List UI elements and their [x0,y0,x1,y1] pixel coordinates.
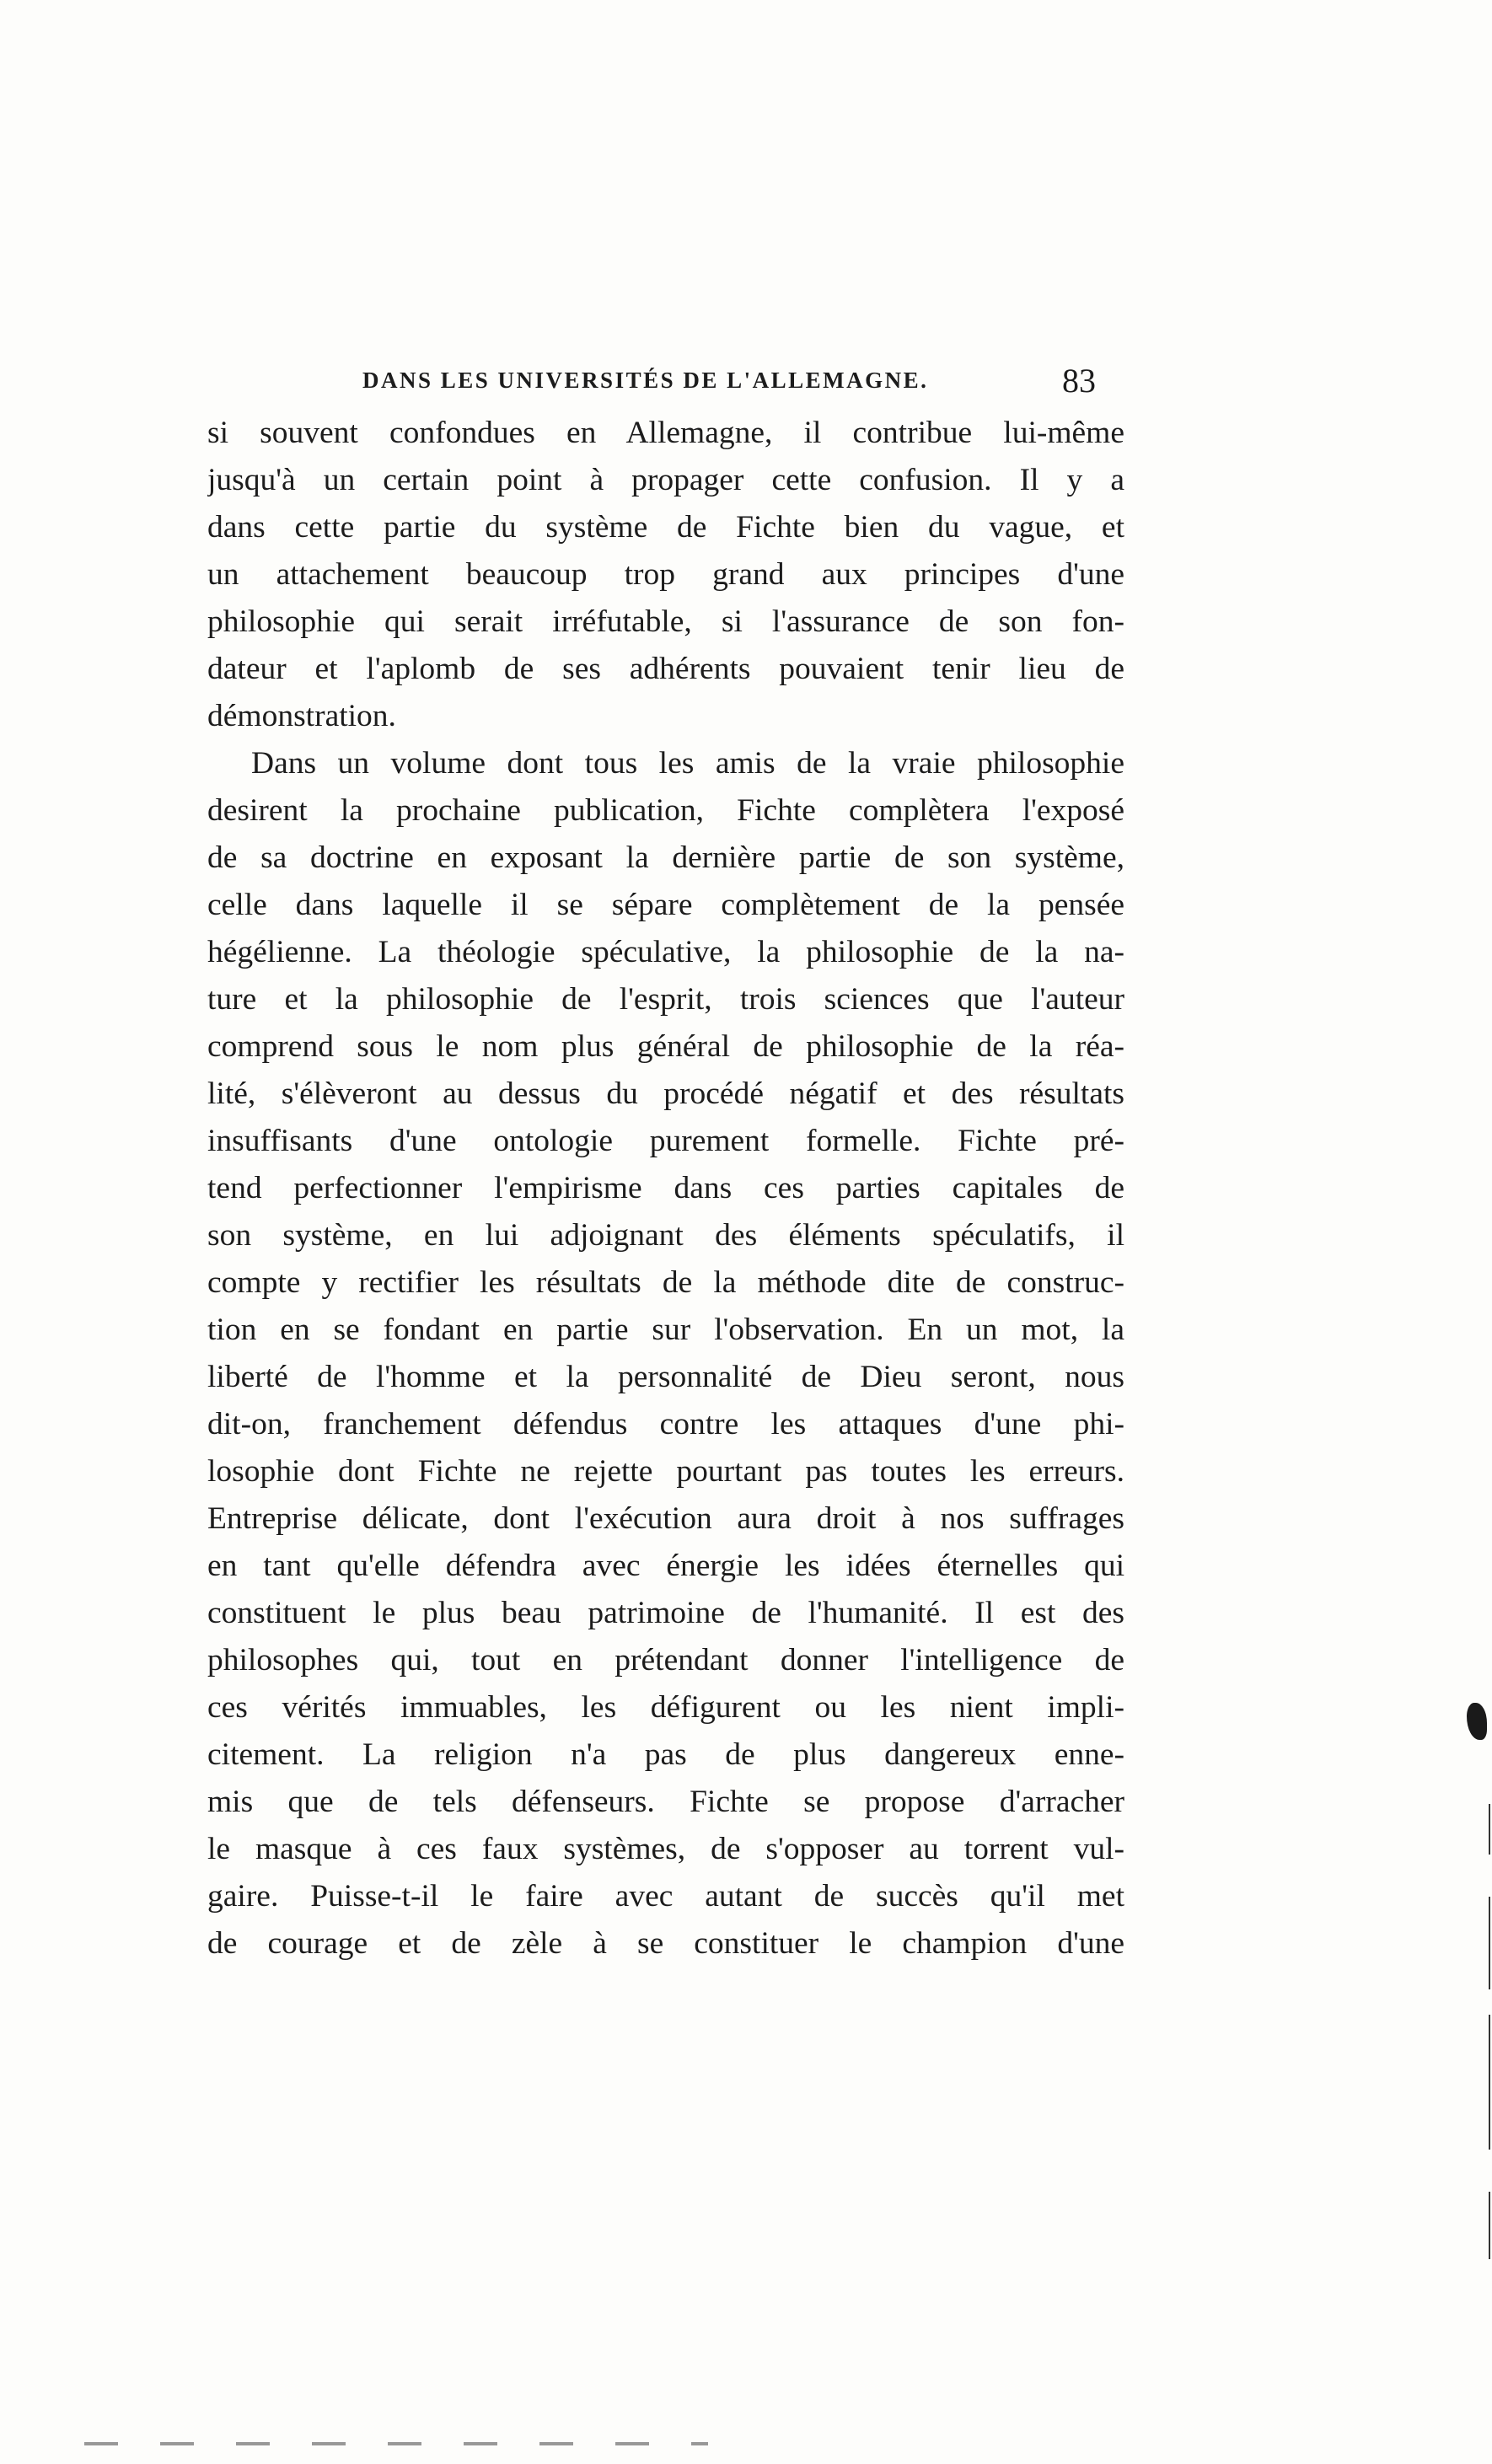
page-number: 83 [1062,362,1096,400]
text-line: liberté de l'homme et la personnalité de Dieu seront, nous [207,1360,1124,1394]
text-line: si souvent confondues en Allemagne, il contribue lui-même [207,416,1124,450]
text-line: losophie dont Fichte ne rejette pourtant pas toutes les erreurs. [207,1454,1124,1489]
text-line: tend perfectionner l'empirisme dans ces parties capitales de [207,1171,1124,1205]
text-line: ces vérités immuables, les défigurent ou les nient impli- [207,1690,1124,1725]
text-line: hégélienne. La théologie spéculative, la philosophie de la na- [207,935,1124,969]
text-line: mis que de tels défenseurs. Fichte se propose d'arracher [207,1785,1124,1819]
running-head [211,361,1104,411]
body-text [207,410,1124,1967]
text-line: son système, en lui adjoignant des éléments spéculatifs, il [207,1218,1124,1253]
text-line: en tant qu'elle défendra avec énergie les idées éternelles qui [207,1549,1124,1583]
paragraph-1 [207,410,1124,740]
text-line: jusqu'à un certain point à propager cette confusion. Il y a [207,463,1124,497]
scan-bottom-dashes [84,2442,708,2445]
text-line: ture et la philosophie de l'esprit, trois sciences que l'auteur [207,982,1124,1017]
scan-edge-mark [1489,2192,1490,2259]
text-line: constituent le plus beau patrimoine de l'humanité. Il est des [207,1596,1124,1630]
text-line: compte y rectifier les résultats de la méthode dite de construc- [207,1265,1124,1300]
text-line: desirent la prochaine publication, Fichte complètera l'exposé [207,793,1124,828]
text-line: gaire. Puisse-t-il le faire avec autant de succès qu'il met [207,1879,1124,1914]
text-line: démonstration. [207,699,396,733]
paragraph-2 [207,740,1124,1967]
text-line: lité, s'élèveront au dessus du procédé négatif et des résultats [207,1076,1124,1111]
text-line: citement. La religion n'a pas de plus dangereux enne- [207,1737,1124,1772]
scan-edge-mark [1489,1804,1490,1855]
text-line: un attachement beaucoup trop grand aux principes d'une [207,557,1124,592]
ink-blot [1467,1703,1487,1740]
text-line: philosophie qui serait irréfutable, si l'assurance de son fon- [207,604,1124,639]
text-line: insuffisants d'une ontologie purement formelle. Fichte pré- [207,1124,1124,1158]
text-line: dit-on, franchement défendus contre les attaques d'une phi- [207,1407,1124,1441]
text-line: Entreprise délicate, dont l'exécution aura droit à nos suffrages [207,1501,1124,1536]
running-title: DANS LES UNIVERSITÉS DE L'ALLEMAGNE. [362,368,929,393]
scan-edge-mark [1489,2015,1490,2150]
scan-edge-mark [1489,1897,1490,1989]
text-line: Dans un volume dont tous les amis de la vraie philosophie [251,746,1124,781]
text-line: dateur et l'aplomb de ses adhérents pouvaient tenir lieu de [207,652,1124,686]
text-line: celle dans laquelle il se sépare complètement de la pensée [207,888,1124,922]
text-line: de sa doctrine en exposant la dernière partie de son système, [207,840,1124,875]
text-line: philosophes qui, tout en prétendant donner l'intelligence de [207,1643,1124,1678]
text-line: dans cette partie du système de Fichte bien du vague, et [207,510,1124,545]
text-line: comprend sous le nom plus général de philosophie de la réa- [207,1029,1124,1064]
text-line: tion en se fondant en partie sur l'observation. En un mot, la [207,1313,1124,1347]
text-line: le masque à ces faux systèmes, de s'opposer au torrent vul- [207,1832,1124,1866]
text-line: de courage et de zèle à se constituer le champion d'une [207,1926,1124,1961]
